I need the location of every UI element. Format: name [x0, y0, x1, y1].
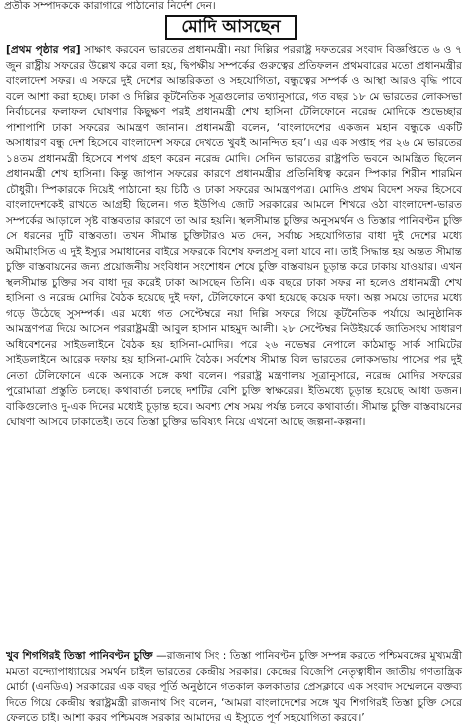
main-article-body — [6, 43, 462, 647]
headline: মোদি আসছেন — [165, 15, 297, 40]
sub-article-title: খুব শিগগিরই তিস্তা পানিবণ্টন চুক্তি — [6, 650, 153, 662]
sub-article-text: —রাজনাথ সিং : তিস্তা পানিবণ্টন চুক্তি সম্পন্ন করতে পশ্চিমবঙ্গের মুখ্যমন্ত্রী মমতা বন্দ্যোপাধ্যায়ের সমর্থন চাইল ভারতের কেন্দ্রীয় সরকার। কেন্দ্রের বিজেপি নেতৃত্বাধীন জাতীয় গণতান্ত্রিক মোর্চা (এনডিএ) সরকারের এক বছর পূর্তি অনুষ্ঠানে গতকাল কলকাতার প্রেসক্লাবে এক সংবাদ সম্মেলনে বক্তব্য দিতে গিয়ে কেন্দ্রীয় স্বরাষ্ট্রমন্ত্রী রাজনাথ সিং বলেন, ‘আমরা বাংলাদেশের সঙ্গে খুব শিগগিরই তিস্তা চুক্তি সেরে ফেলতে চাই। আশা করব পশ্চিমবঙ্গ সরকার আমাদের এ ইস্যুতে পূর্ণ সহযোগিতা করবে।’ — [6, 650, 462, 724]
top-strip-text: প্রতীক সম্পাদককে কারাগারে পাঠানোর নির্দেশ দেন। — [4, 0, 216, 12]
sub-article — [6, 649, 462, 724]
continuation-label: [প্রথম পৃষ্ঠার পর] — [6, 44, 81, 56]
main-article-paragraph — [6, 43, 462, 431]
sub-article-paragraph — [6, 649, 462, 727]
main-article-text: সাক্ষাৎ করবেন ভারতের প্রধানমন্ত্রী। নয়া দিল্লির পররাষ্ট্র দফতরের সংবাদ বিজ্ঞপ্তিতে ৬ ও ৭ জুন রাষ্ট্রীয় সফরের উল্লেখ করে বলা হয়, দ্বিপক্ষীয় সম্পর্কের গুরুত্বের প্রতিফলন প্রথমবারের মতো প্রধানমন্ত্রীর বাংলাদেশ সফর। এ সফরে দুই দেশের আন্তরিকতা ও সহযোগিতা, বন্ধুত্বের সম্পর্ক ও আস্থা আরও বৃদ্ধি পাবে বলে আশা করা হচ্ছে। ঢাকা ও দিল্লির কূটনৈতিক সূত্রগুলোর তথ্যানুসারে, গত বছর ১৮ মে ভারতের লোকসভা নির্বাচনের ফলাফল ঘোষণার কিছুক্ষণ পরই প্রধানমন্ত্রী শেখ হাসিনা টেলিফোনে নরেন্দ্র মোদিকে শুভেচ্ছার পাশাপাশি ঢাকা সফরের আমন্ত্রণ জানান। প্রধানমন্ত্রী বলেন, ‘বাংলাদেশের একজন মহান বন্ধুকে একটি অসাধারণ বন্ধু দেশ হিসেবে বাংলাদেশ সফরে দেখতে খুবই আনন্দিত হব’। এর এক সপ্তাহ পর ২৬ মে ভারতের ১৪তম প্রধানমন্ত্রী হিসেবে শপথ গ্রহণ করেন নরেন্দ্র মোদি। সেদিন ভারতের রাষ্ট্রপতি ভবনে আমন্ত্রিত ছিলেন প্রধানমন্ত্রী শেখ হাসিনা। কিন্তু জাপান সফরের কারণে প্রধানমন্ত্রীর প্রতিনিধিত্ব করেন স্পিকার শিরীন শারমিন চৌধুরী। স্পিকারকে দিয়েই পাঠানো হয় চিঠি ও ঢাকা সফরের আমন্ত্রণপত্র। মোদিও প্রথম বিদেশ সফর হিসেবে বাংলাদেশকেই রাখতে আগ্রহী ছিলেন। গত ইউপিএ জোট সরকারের আমলে শিখরে ওঠা বাংলাদেশ-ভারত সম্পর্কের আড়ালে সৃষ্ট বাস্তবতার কারণে তা আর হয়নি। স্থলসীমান্ত চুক্তির অনুসমর্থন ও তিস্তার পানিবণ্টন চুক্তি সে ধরনের দুটি বাস্তবতা। তখন সীমান্ত চুক্তিটারও মত দেন, সর্বাচ্চ সহযোগিতার বাধা দুই দেশের মধ্যে অমীমাংসিত এ দুই ইস্যুর সমাধানের বাইরে সফরকে বিশেষ ফলপ্রসূ বলা যাবে না। তাই সিদ্ধান্ত হয় অন্তত সীমান্ত চুক্তি বাস্তবায়নের জন্য প্রয়োজনীয় সংবিধান সংশোধন শেষে চুক্তি বাস্তবায়ন চূড়ান্ত করে ঢাকায় যাওয়ার। এখন স্থলসীমান্ত চুক্তির সব বাধা দূর করেই ঢাকা আসছেন তিনি। এক বছরে ঢাকা সফর না হলেও প্রধানমন্ত্রী শেখ হাসিনা ও নরেন্দ্র মোদির বৈঠক হয়েছে দুই দফা, টেলিফোনে কথা হয়েছে কয়েক দফা। অল্প সময়ে তাদের মধ্যে গড়ে উঠেছে সুসম্পর্ক। এর মধ্যে গত সেপ্টেম্বরে নয়া দিল্লি সফরে গিয়ে কূটনৈতিক পর্যায়ে আনুষ্ঠানিক আমন্ত্রণপত্র দিয়ে আসেন পররাষ্ট্রমন্ত্রী আবুল হাসান মাহমুদ আলী। ২৮ সেপ্টেম্বর নিউইয়র্কে জাতিসংঘ সাধারণ অধিবেশনের সাইডলাইনে বৈঠক হয় হাসিনা-মোদির। পরে ২৬ নভেম্বর নেপালে কাঠমান্ডু সার্ক সামিটের সাইডলাইনে আরেক দফায় হয় হাসিনা-মোদি বৈঠক। সর্বশেষ সীমান্ত বিল ভারতের লোকসভায় পাসের পর দুই নেতা টেলিফোনে একে অন্যকে সঙ্গে কথা বলেন। পররাষ্ট্র মন্ত্রণালয় সূত্রানুসারে, নরেন্দ্র মোদির সফরের পুরোমাত্রা প্রস্তুতি চলছে। কথাবার্তা চলছে দশটির বেশি চুক্তি স্বাক্ষরের। ইতিমধ্যে চূড়ান্ত হয়েছে আধা ডজন। বাকিগুলোও দু-এক দিনের মধ্যেই চূড়ান্ত হবে। অবশ্য শেষ সময় পর্যন্ত চলবে কথাবার্তা। সীমান্ত চুক্তি বাস্তবায়নের ঘোষণা আসবে ঢাকাতেই। তবে তিস্তা চুক্তির ভবিষ্যৎ নিয়ে এখনো আছে জল্পনা-কল্পনা। — [6, 44, 462, 428]
